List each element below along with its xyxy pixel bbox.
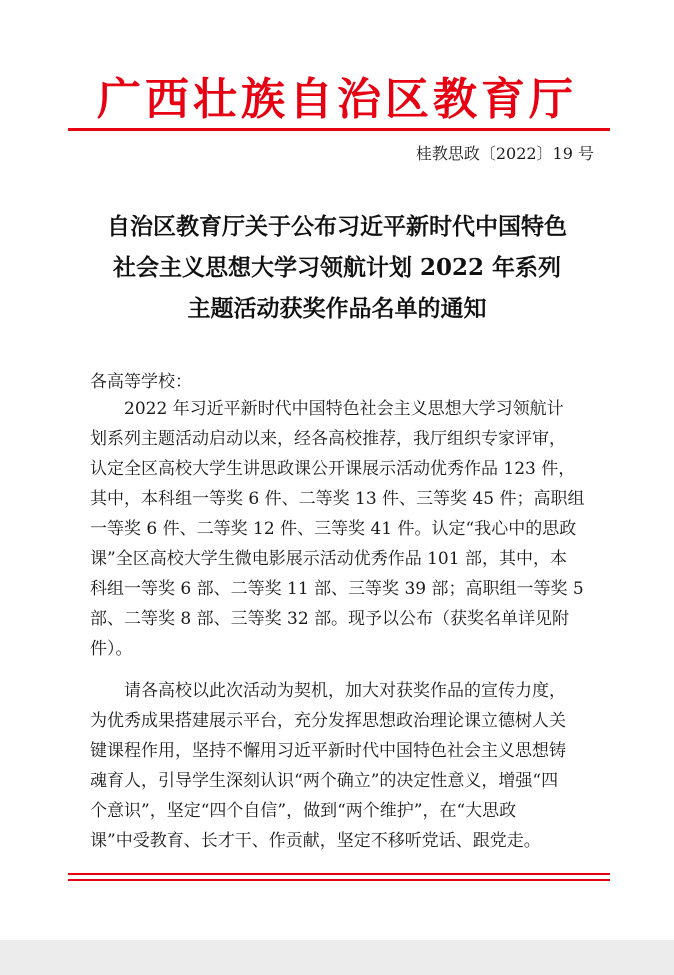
paragraph-line: 认定全区高校大学生讲思政课公开课展示活动优秀作品 123 件， (90, 459, 576, 479)
document-number: 桂教思政〔2022〕19 号 (415, 144, 594, 163)
paragraph-line: 划系列主题活动启动以来，经各高校推荐，我厅组织专家评审， (90, 429, 566, 449)
paragraph-line: 请各高校以此次活动为契机，加大对获奖作品的宣传力度， (124, 681, 566, 701)
paragraph-line: 一等奖 6 件、二等奖 12 件、三等奖 41 件。认定“我心中的思政 (90, 519, 577, 539)
paragraph-line: 件）。 (90, 639, 133, 659)
paragraph-line: 课”全区高校大学生微电影展示活动优秀作品 101 部，其中，本 (90, 549, 567, 569)
title-line: 自治区教育厅关于公布习近平新时代中国特色 (107, 213, 567, 240)
paragraph-line: 为优秀成果搭建展示平台，充分发挥思想政治理论课立德树人关 (90, 711, 566, 731)
header-red-rule (68, 128, 610, 131)
paragraph-line: 课”中受教育、长才干、作贡献，坚定不移听党话、跟党走。 (90, 831, 541, 851)
title-line: 社会主义思想大学习领航计划 2022 年系列 (112, 254, 562, 281)
viewer-bottom-strip (0, 940, 674, 975)
notice-title (70, 206, 604, 329)
title-line: 主题活动获奖作品名单的通知 (187, 295, 487, 322)
footer-red-rule-upper (68, 873, 610, 875)
body-paragraph-1 (90, 394, 586, 664)
paragraph-line: 个意识”，坚定“四个自信”，做到“两个维护”，在“大思政 (90, 801, 517, 821)
addressee: 各高等学校： (90, 372, 192, 392)
body-paragraph-2 (90, 676, 586, 856)
paragraph-line: 魂育人，引导学生深刻认识“两个确立”的决定性意义，增强“四 (90, 771, 559, 791)
footer-red-rule-lower (68, 879, 610, 881)
paragraph-line: 其中，本科组一等奖 6 件、二等奖 13 件、三等奖 45 件；高职组 (90, 489, 585, 509)
paragraph-line: 科组一等奖 6 部、二等奖 11 部、三等奖 39 部；高职组一等奖 5 (90, 579, 584, 599)
paragraph-line: 2022 年习近平新时代中国特色社会主义思想大学习领航计 (124, 399, 564, 419)
issuer-header: 广西壮族自治区教育厅 (97, 74, 577, 125)
paragraph-line: 部、二等奖 8 部、三等奖 32 部。现予以公布（获奖名单详见附 (90, 609, 570, 629)
paragraph-line: 键课程作用，坚持不懈用习近平新时代中国特色社会主义思想铸 (90, 741, 566, 761)
